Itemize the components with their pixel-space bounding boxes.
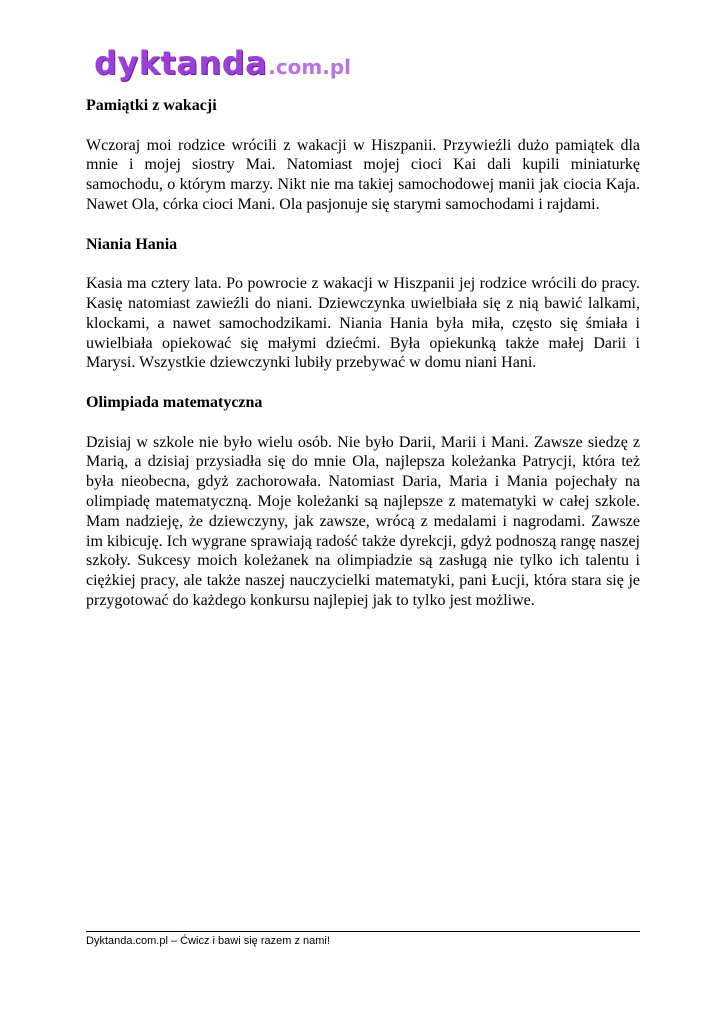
document-body — [86, 96, 640, 611]
section-paragraph: Wczoraj moi rodzice wrócili z wakacji w Hiszpanii. Przywieźli dużo pamiątek dla mnie i mojej siostry Mai. Natomiast mojej cioci Kai dali kupili miniaturkę samochodu, o którym marzy. Nikt nie ma takiej samochodowej manii jak ciocia Kaja. Nawet Ola, córka cioci Mani. Ola pasjonuje się starymi samochodami i rajdami. — [86, 136, 640, 213]
page-footer — [86, 931, 640, 947]
site-logo[interactable] — [94, 44, 351, 88]
logo-suffix-text: .com.pl — [268, 55, 352, 79]
section-niania-hania — [86, 235, 640, 374]
section-title: Niania Hania — [86, 235, 178, 253]
logo-main-text: dyktanda — [94, 44, 268, 82]
section-olimpiada — [86, 393, 640, 611]
section-title: Pamiątki z wakacji — [86, 97, 217, 114]
section-paragraph: Dzisiaj w szkole nie było wielu osób. Nie było Darii, Marii i Mani. Zawsze siedzę z Marią, a dzisiaj przysiadła się do mnie Ola, najlepsza koleżanka Patrycji, która też była nieobecna, gdyż zachorowała. Natomiast Daria, Maria i Mania pojechały na olimpiadę matematyczną. Moje koleżanki są najlepsze z matematyki w całej szkole. Mam nadzieję, że dziewczyny, jak zawsze, wrócą z medalami i nagrodami. Zawsze im kibicuję. Ich wygrane sprawiają radość także dyrekcji, gdyż podnoszą rangę naszej szkoły. Sukcesy moich koleżanek na olimpiadzie są zasługą nie tylko ich talentu i ciężkiej pracy, ale także naszej nauczycielki matematyki, pani Łucji, która stara się je przygotować do każdego konkursu najlepiej jak to tylko jest możliwe. — [86, 433, 640, 609]
section-title: Olimpiada matematyczna — [86, 393, 263, 411]
section-paragraph: Kasia ma cztery lata. Po powrocie z wakacji w Hiszpanii jej rodzice wrócili do pracy. Kasię natomiast zawieźli do niani. Dziewczynka uwielbiała się z nią bawić lalkami, klockami, a nawet samochodzikami. Niania Hania była miła, często się śmiała i uwielbiała opiekować się małymi dziećmi. Była opiekunką także małej Darii i Marysi. Wszystkie dziewczynki lubiły przebywać w domu niani Hani. — [86, 275, 640, 372]
section-pamiatki — [86, 96, 640, 215]
footer-text: Dyktanda.com.pl – Ćwicz i bawi się razem z nami! — [86, 935, 330, 947]
